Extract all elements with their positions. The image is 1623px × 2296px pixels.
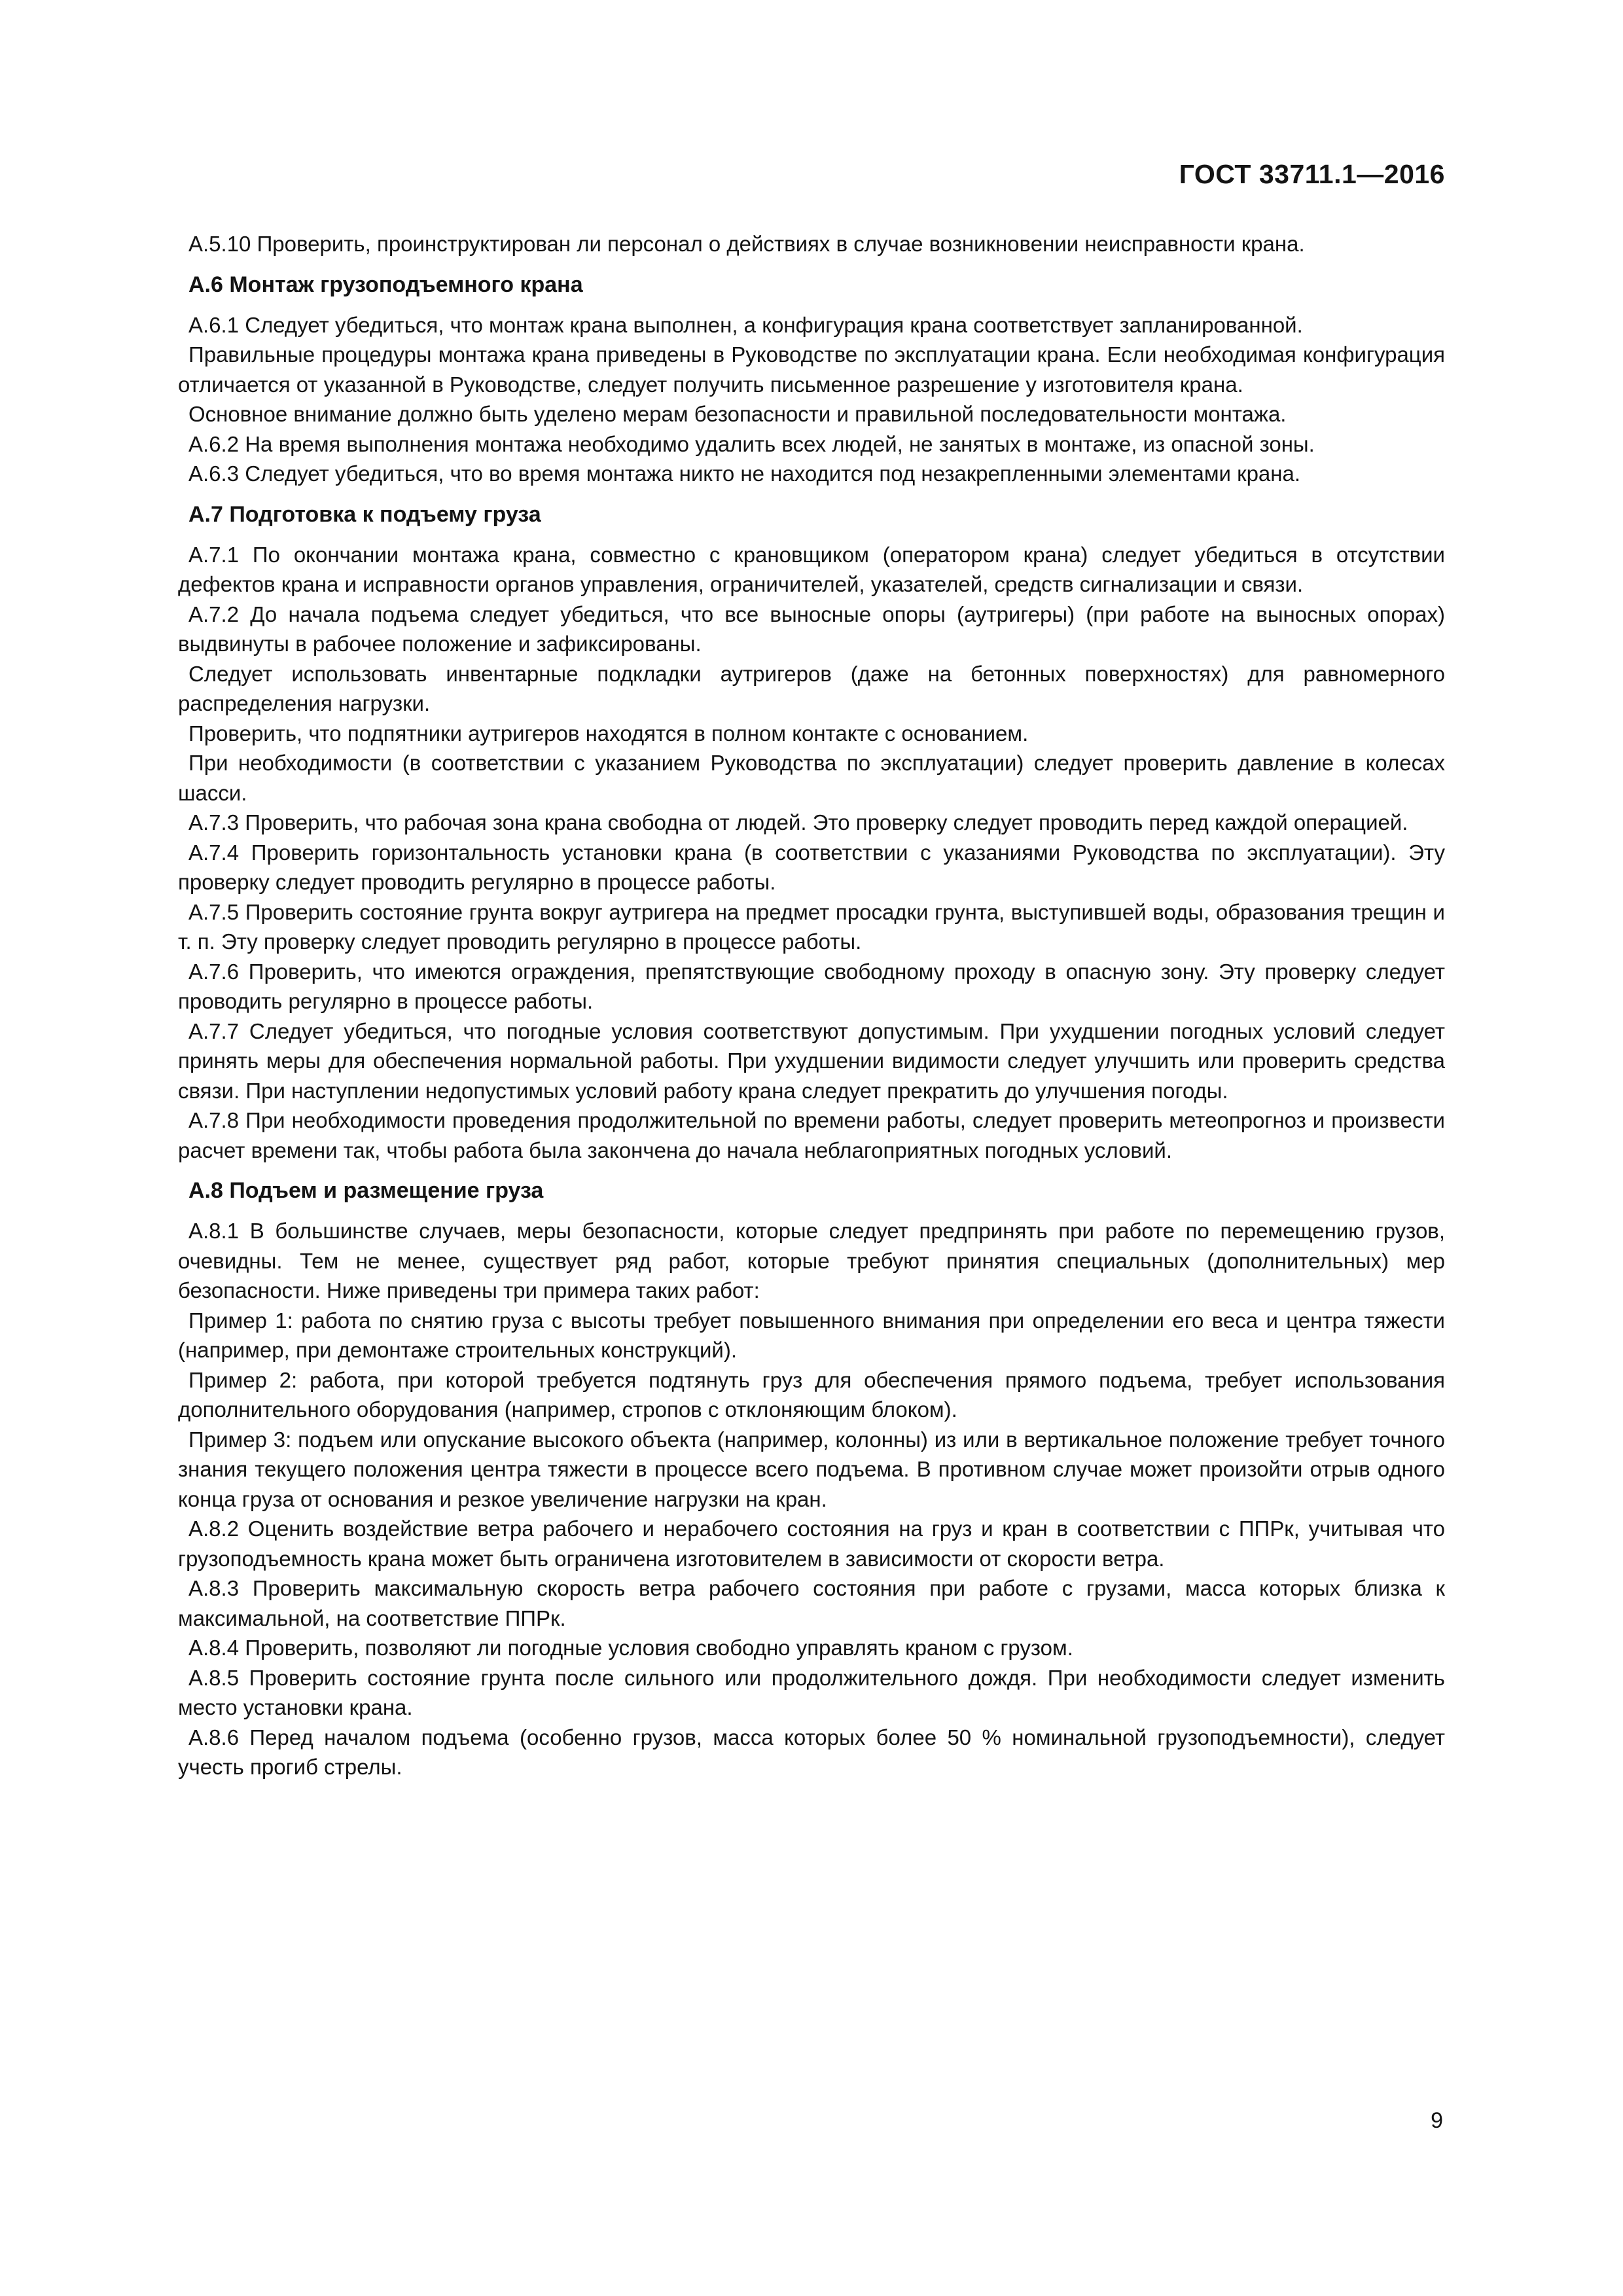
page-header: ГОСТ 33711.1—2016 (1179, 159, 1445, 189)
paragraph: А.8.5 Проверить состояние грунта после сильного или продолжительного дождя. При необходимости следует изменить место установки крана. (178, 1665, 1445, 1719)
section-heading: А.6 Монтаж грузоподъемного крана (188, 272, 583, 297)
paragraph: А.6.2 На время выполнения монтажа необходимо удалить всех людей, не занятых в монтаже, из опасной зоны. (188, 431, 1315, 456)
paragraph: Пример 3: подъем или опускание высокого объекта (например, колонны) из или в вертикальное положение требует точного знания текущего положения центра тяжести в процессе всего подъема. В противном случае может произойти отрыв одного конца груза от основания и резкое увеличение нагрузки на кран. (178, 1427, 1445, 1511)
paragraph: Пример 1: работа по снятию груза с высоты требует повышенного внимания при определении его веса и центра тяжести (например, при демонтаже строительных конструкций). (178, 1308, 1445, 1362)
paragraph: А.8.2 Оценить воздействие ветра рабочего и нерабочего состояния на груз и кран в соответствии с ППРк, учитывая что грузоподъемность крана может быть ограничена изготовителем в зависимости от скорости ветра. (178, 1516, 1445, 1571)
paragraph: А.8.4 Проверить, позволяют ли погодные условия свободно управлять краном с грузом. (188, 1636, 1073, 1660)
paragraph: А.5.10 Проверить, проинструктирован ли персонал о действиях в случае возникновении неисправности крана. (188, 232, 1305, 256)
paragraph: Пример 2: работа, при которой требуется подтянуть груз для обеспечения прямого подъема, требует использования дополнительного оборудования (например, стропов с отклоняющим блоком). (178, 1367, 1445, 1422)
paragraph: А.7.7 Следует убедиться, что погодные условия соответствуют допустимым. При ухудшении погодных условий следует принять меры для обеспечения нормальной работы. При ухудшении видимости следует улучшить или проверить средства связи. При наступлении недопустимых условий работу крана следует прекратить до улучшения погоды. (178, 1018, 1445, 1103)
paragraph: А.7.6 Проверить, что имеются ограждения, препятствующие свободному проходу в опасную зону. Эту проверку следует проводить регулярно в процессе работы. (178, 959, 1445, 1013)
paragraph: А.7.1 По окончании монтажа крана, совместно с крановщиком (оператором крана) следует убедиться в отсутствии дефектов крана и исправности органов управления, ограничителей, указателей, средств сигнализации и связи. (178, 542, 1445, 596)
paragraph: А.8.1 В большинстве случаев, меры безопасности, которые следует предпринять при работе по перемещению грузов, очевидны. Тем не менее, существует ряд работ, которые требуют принятия специальных (дополнительных) мер безопасности. Ниже приведены три примера таких работ: (178, 1219, 1445, 1302)
paragraph: Основное внимание должно быть уделено мерам безопасности и правильной последовательности монтажа. (188, 402, 1287, 426)
paragraph: А.7.8 При необходимости проведения продолжительной по времени работы, следует проверить метеопрогноз и произвести расчет времени так, чтобы работа была закончена до начала неблагоприятных погодных условий. (178, 1108, 1445, 1162)
paragraph: Проверить, что подпятники аутригеров находятся в полном контакте с основанием. (188, 721, 1029, 745)
paragraph: А.7.4 Проверить горизонтальность установки крана (в соответствии с указаниями Руководства по эксплуатации). Эту проверку следует проводить регулярно в процессе работы. (178, 840, 1445, 894)
paragraph: При необходимости (в соответствии с указанием Руководства по эксплуатации) следует проверить давление в колесах шасси. (178, 751, 1445, 805)
paragraph: А.7.5 Проверить состояние грунта вокруг аутригера на предмет просадки грунта, выступившей воды, образования трещин и т. п. Эту проверку следует проводить регулярно в процессе работы. (178, 899, 1445, 954)
section-heading: А.8 Подъем и размещение груза (188, 1178, 544, 1203)
paragraph: А.7.2 До начала подъема следует убедиться, что все выносные опоры (аутригеры) (при работе на выносных опорах) выдвинуты в рабочее положение и зафиксированы. (178, 601, 1445, 656)
section-heading: А.7 Подготовка к подъему груза (188, 501, 541, 527)
paragraph: А.8.6 Перед началом подъема (особенно грузов, масса которых более 50 % номинальной грузоподъемности), следует учесть прогиб стрелы. (178, 1725, 1445, 1779)
document-body (178, 229, 1445, 1782)
paragraph: А.6.1 Следует убедиться, что монтаж крана выполнен, а конфигурация крана соответствует запланированной. (188, 312, 1303, 337)
paragraph: Следует использовать инвентарные подкладки аутригеров (даже на бетонных поверхностях) для равномерного распределения нагрузки. (178, 661, 1445, 715)
paragraph: А.8.3 Проверить максимальную скорость ветра рабочего состояния при работе с грузами, масса которых близка к максимальной, на соответствие ППРк. (178, 1576, 1445, 1630)
paragraph: Правильные процедуры монтажа крана приведены в Руководстве по эксплуатации крана. Если необходимая конфигурация отличается от указанной в Руководстве, следует получить письменное разрешение у изготовителя крана. (178, 342, 1445, 397)
paragraph: А.7.3 Проверить, что рабочая зона крана свободна от людей. Это проверку следует проводить перед каждой операцией. (188, 810, 1408, 834)
paragraph: А.6.3 Следует убедиться, что во время монтажа никто не находится под незакрепленными элементами крана. (188, 461, 1301, 486)
page-number: 9 (1431, 2108, 1443, 2133)
